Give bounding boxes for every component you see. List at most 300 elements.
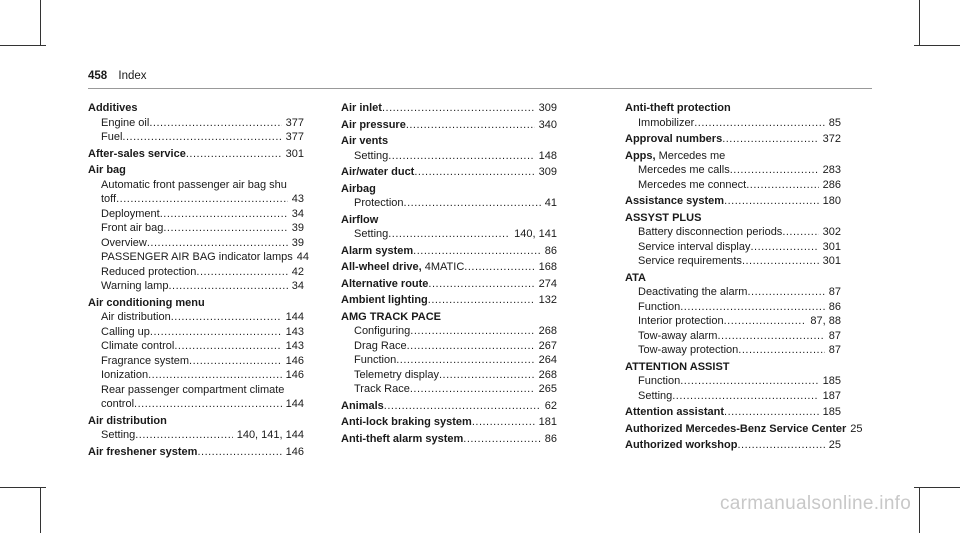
entry-title-text: Alternative route: [341, 277, 429, 290]
entry-title: [625, 438, 737, 453]
entry-title-text: Ambient lighting: [341, 294, 428, 306]
index-column-3: [625, 101, 863, 455]
index-entry: [625, 405, 841, 420]
sub-entry-row: [88, 116, 304, 131]
dot-leader: [717, 329, 824, 344]
entry-title: [88, 296, 304, 311]
dot-leader: [116, 192, 288, 207]
page-ref: 268: [538, 325, 557, 337]
entry-title: [341, 134, 557, 149]
page-ref: 42: [291, 265, 304, 278]
header-rule: [88, 88, 872, 89]
entry-title-text: All-wheel drive,: [341, 261, 422, 273]
dot-leader: [186, 147, 282, 162]
dot-leader: [406, 118, 535, 133]
index-column-1: [88, 101, 310, 461]
dot-leader: [428, 277, 534, 292]
index-entry-row: [341, 165, 557, 180]
page-ref: 87: [828, 329, 841, 342]
dot-leader: [149, 116, 281, 131]
sub-entry-text: Warning lamp: [101, 280, 169, 292]
sub-entry-text: Configuring: [354, 325, 411, 337]
entry-title: [625, 211, 841, 226]
page-ref: 41: [544, 197, 557, 209]
sub-entry-text: Engine oil: [101, 116, 150, 129]
dot-leader: [171, 310, 282, 325]
index-entry: [341, 415, 557, 430]
page-ref: 302: [822, 226, 841, 238]
dot-leader: [388, 227, 510, 242]
dot-leader: [742, 254, 819, 269]
page-ref: 43: [291, 193, 304, 205]
sub-entry-text: Setting: [354, 228, 389, 240]
index-entry: [341, 310, 557, 397]
index-entry: [341, 101, 557, 116]
page-ref: 301: [285, 147, 304, 160]
index-entry: [625, 271, 841, 358]
dot-leader: [694, 116, 825, 131]
page-ref: 87, 88: [810, 315, 841, 327]
index-entry: [625, 360, 841, 404]
entry-title-text: Airflow: [341, 213, 379, 226]
entry-title-text: Authorized workshop: [625, 439, 738, 451]
sub-entry-text: Telemetry display: [354, 368, 439, 381]
entry-title: [88, 163, 304, 178]
page-ref: 268: [538, 368, 557, 381]
sub-entry-text: Mercedes me connect: [638, 178, 747, 191]
sub-entry-row: [625, 178, 841, 193]
entry-title: [625, 422, 846, 437]
page-ref: 34: [291, 280, 304, 292]
entry-title: [341, 310, 557, 325]
page-ref: 144: [285, 311, 304, 323]
dot-leader: [189, 354, 282, 369]
index-entry: [88, 147, 304, 162]
sub-entry-text: Setting: [354, 149, 389, 162]
sub-entry-text: Air distribution: [101, 311, 171, 323]
entry-title: [341, 399, 384, 414]
sub-entry-row: [625, 343, 841, 358]
entry-title-text: Authorized Mercedes-Benz Service Center: [625, 422, 847, 435]
entry-title-suffix: 4MATIC: [421, 261, 465, 273]
page-ref: 340: [538, 118, 557, 131]
index-entry: [341, 260, 557, 275]
entry-title: [625, 132, 722, 147]
sub-entry-row: [341, 149, 557, 164]
page-ref: 309: [538, 166, 557, 178]
sub-entry-row: [88, 354, 304, 369]
sub-entry-row: [88, 310, 304, 325]
sub-entry-row: [88, 428, 304, 443]
entry-title-text: Air freshener system: [88, 445, 198, 458]
crop-mark: [914, 487, 960, 488]
entry-title-text: Anti-theft alarm system: [341, 432, 464, 445]
sub-entry-text: Interior protection: [638, 315, 724, 327]
entry-title-text: AMG TRACK PACE: [341, 310, 442, 323]
sub-entry-row: [625, 116, 841, 131]
index-entry: [625, 149, 841, 193]
sub-entry-row: [88, 250, 310, 265]
sub-entry-row: [625, 163, 841, 178]
index-entry: [625, 194, 841, 209]
dot-leader: [730, 163, 819, 178]
crop-mark: [919, 0, 920, 46]
page-ref: 87: [828, 286, 841, 298]
sub-entry-text: Fuel: [101, 131, 123, 143]
page-ref: 377: [285, 116, 304, 129]
page-ref: 39: [291, 222, 304, 234]
sub-entry-text: Mercedes me calls: [638, 164, 730, 176]
page-ref: 140, 141, 144: [236, 429, 304, 441]
index-entry: [625, 422, 863, 437]
sub-entry-row: [341, 339, 557, 354]
index-entry-row: [341, 118, 557, 133]
sub-entry-row: [88, 397, 304, 412]
page-ref: 25: [850, 422, 863, 435]
sub-entry-row: [341, 382, 557, 397]
entry-title: [88, 147, 186, 162]
entry-title-text: Air bag: [88, 164, 126, 176]
dot-leader: [428, 293, 535, 308]
dot-leader: [463, 432, 540, 447]
sub-entry-text: Tow-away protection: [638, 344, 739, 356]
index-entry: [625, 211, 841, 269]
page-ref: 86: [544, 432, 557, 445]
entry-title-text: Animals: [341, 399, 384, 412]
dot-leader: [174, 339, 281, 354]
sub-entry-text: Front air bag: [101, 222, 164, 234]
index-entry: [341, 134, 557, 163]
index-entry-row: [625, 405, 841, 420]
index-entry-row: [341, 293, 557, 308]
sub-entry-row: [625, 240, 841, 255]
sub-entry-row: [88, 130, 304, 145]
page-ref: 185: [822, 406, 841, 418]
entry-title: [625, 101, 841, 116]
sub-entry-row: [88, 279, 304, 294]
sub-entry-row: [88, 325, 304, 340]
sub-entry-text: Track Race: [354, 383, 410, 395]
dot-leader: [163, 221, 287, 236]
index-entry: [88, 101, 304, 145]
sub-entry-text: Function: [638, 375, 681, 387]
entry-title-suffix: Mercedes me: [655, 149, 726, 162]
sub-entry-row: [88, 236, 304, 251]
page-ref: 185: [822, 375, 841, 387]
page-ref: 146: [285, 354, 304, 367]
dot-leader: [414, 165, 534, 180]
index-entry-row: [341, 277, 557, 292]
page-ref: 265: [538, 383, 557, 395]
index-entry: [341, 277, 557, 292]
dot-leader: [388, 149, 534, 164]
dot-leader: [150, 325, 282, 340]
sub-entry-text: toff: [101, 193, 117, 205]
index-entry-row: [341, 101, 557, 116]
entry-title-text: Approval numbers: [625, 133, 723, 145]
sub-entry-text: Protection: [354, 197, 404, 209]
entry-title: [341, 415, 472, 430]
index-entry-row: [88, 445, 304, 460]
sub-entry-row: [341, 324, 557, 339]
sub-entry-row: [88, 221, 304, 236]
sub-entry-text: PASSENGER AIR BAG indicator lamps: [101, 251, 293, 263]
sub-entry-text: Setting: [638, 389, 673, 402]
sub-entry-text: Setting: [101, 429, 136, 441]
index-entry: [341, 118, 557, 133]
entry-title: [625, 405, 724, 420]
sub-entry-text: Ionization: [101, 369, 149, 381]
dot-leader: [160, 207, 288, 222]
page-ref: 39: [291, 236, 304, 249]
index-entry: [341, 244, 557, 259]
entry-title-text: Air/water duct: [341, 166, 415, 178]
entry-title-text: Air pressure: [341, 118, 406, 131]
entry-title-text: ATA: [625, 271, 646, 284]
index-entry: [625, 101, 841, 130]
entry-title: [341, 293, 428, 308]
dot-leader: [410, 324, 534, 339]
entry-title-text: ASSYST PLUS: [625, 211, 702, 224]
sub-entry-text: Drag Race: [354, 339, 407, 352]
index-entry-row: [625, 194, 841, 209]
sub-entry-row: [88, 207, 304, 222]
dot-leader: [737, 438, 824, 453]
entry-title: [341, 182, 557, 197]
entry-title: [341, 118, 406, 133]
dot-leader: [404, 196, 541, 211]
dot-leader: [724, 405, 819, 420]
sub-entry-row: [88, 265, 304, 280]
index-entry-row: [341, 260, 557, 275]
index-entry-row: [625, 438, 841, 453]
page-ref: 274: [538, 277, 557, 290]
dot-leader: [751, 240, 819, 255]
entry-title: [625, 149, 841, 164]
page-ref: 146: [285, 369, 304, 381]
dot-leader: [747, 285, 824, 300]
entry-title-text: Anti-theft protection: [625, 102, 731, 114]
page-ref: 140, 141: [514, 228, 557, 240]
dot-leader: [782, 225, 818, 240]
page-ref: 143: [285, 340, 304, 352]
sub-entry-text: Service interval display: [638, 240, 751, 253]
entry-title-text: Air distribution: [88, 414, 167, 427]
dot-leader: [439, 368, 535, 383]
index-entry-row: [341, 432, 557, 447]
dot-leader: [724, 314, 807, 329]
sub-entry-text: Function: [354, 354, 397, 366]
sub-entry-row: [341, 196, 557, 211]
page-ref: 146: [285, 445, 304, 458]
page-ref: 180: [822, 195, 841, 207]
entry-title-text: Assistance system: [625, 195, 725, 207]
crop-mark: [919, 487, 920, 533]
index-entry: [88, 296, 304, 412]
page-ref: 377: [285, 131, 304, 143]
page-ref: 286: [822, 178, 841, 191]
sub-entry-row: [341, 353, 557, 368]
sub-entry-row: [625, 389, 841, 404]
crop-mark: [914, 45, 960, 46]
sub-entry-text: Battery disconnection periods: [638, 226, 783, 238]
page-ref: 148: [538, 149, 557, 162]
dot-leader: [724, 194, 819, 209]
dot-leader: [680, 300, 825, 315]
index-entry-row: [341, 415, 557, 430]
entry-title-text: Additives: [88, 102, 138, 114]
entry-title: [341, 277, 428, 292]
dot-leader: [384, 399, 541, 414]
sub-entry-row: [625, 374, 841, 389]
entry-title: [341, 432, 463, 447]
dot-leader: [122, 130, 281, 145]
entry-title-text: Attention assistant: [625, 406, 725, 418]
index-entry: [341, 399, 557, 414]
dot-leader: [196, 265, 287, 280]
dot-leader: [407, 339, 535, 354]
sub-entry-text: Service requirements: [638, 255, 742, 267]
index-entry: [88, 414, 304, 443]
section-title: Index: [118, 70, 147, 82]
index-entry-row: [341, 399, 557, 414]
sub-entry-text: Deployment: [101, 207, 160, 220]
sub-entry-row: [625, 254, 841, 269]
page-ref: 267: [538, 339, 557, 352]
entry-title-text: After-sales service: [88, 147, 186, 160]
dot-leader: [464, 260, 534, 275]
entry-title: [88, 101, 304, 116]
index-entry: [341, 432, 557, 447]
dot-leader: [147, 236, 288, 251]
index-entry: [341, 182, 557, 211]
page-ref: 181: [538, 416, 557, 428]
dot-leader: [413, 244, 541, 259]
dot-leader: [396, 353, 534, 368]
page-ref: 44: [296, 251, 310, 263]
page-ref: 168: [538, 261, 557, 273]
entry-title-text: Air vents: [341, 135, 389, 147]
dot-leader: [382, 101, 535, 116]
page-ref: 372: [822, 133, 841, 145]
index-entry: [341, 165, 557, 180]
index-entry: [88, 445, 304, 460]
index-entry-row: [625, 132, 841, 147]
entry-title: [625, 360, 841, 375]
entry-title-text: Air conditioning menu: [88, 296, 205, 309]
sub-entry-text: Overview: [101, 236, 147, 249]
page-ref: 283: [822, 164, 841, 176]
page-ref: 301: [822, 240, 841, 253]
index-entry: [625, 132, 841, 147]
watermark: carmanualsonline.info: [720, 493, 912, 514]
crop-mark: [40, 0, 41, 46]
entry-title: [341, 165, 414, 180]
dot-leader: [472, 415, 535, 430]
entry-title-text: ATTENTION ASSIST: [625, 360, 730, 373]
sub-entry-row: [341, 368, 557, 383]
index-entry-row: [341, 244, 557, 259]
sub-entry-row: [625, 329, 841, 344]
index-entry: [88, 163, 310, 294]
dot-leader: [738, 343, 824, 358]
dot-leader: [722, 132, 818, 147]
index-column-2: [341, 101, 557, 448]
entry-title: [88, 414, 304, 429]
crop-mark: [0, 487, 46, 488]
sub-entry-text: Deactivating the alarm: [638, 286, 748, 298]
page-ref: 143: [285, 325, 304, 338]
sub-entry-text: Tow-away alarm: [638, 329, 718, 342]
index-entry-row: [88, 147, 304, 162]
dot-leader: [746, 178, 818, 193]
sub-entry-text: Calling up: [101, 325, 150, 338]
page-ref: 34: [291, 207, 304, 220]
page-ref: 132: [538, 294, 557, 306]
page-ref: 301: [822, 255, 841, 267]
dot-leader: [680, 374, 818, 389]
entry-title-text: Apps,: [625, 149, 656, 162]
dot-leader: [410, 382, 535, 397]
entry-title: [625, 194, 724, 209]
page-number: 458: [88, 70, 108, 82]
sub-entry-row: [341, 227, 557, 242]
crop-mark: [40, 487, 41, 533]
sub-entry-row: [625, 285, 841, 300]
entry-title: [341, 213, 557, 228]
sub-entry-row: [88, 192, 304, 207]
dot-leader: [197, 445, 281, 460]
page-ref: 25: [828, 439, 841, 451]
page-ref: 187: [822, 389, 841, 402]
dot-leader: [135, 428, 232, 443]
dot-leader: [168, 279, 287, 294]
crop-mark: [0, 45, 46, 46]
page-header: [88, 70, 147, 82]
dot-leader: [672, 389, 818, 404]
entry-title: [341, 101, 382, 116]
sub-entry-text: Climate control: [101, 340, 175, 352]
page-ref: 86: [544, 244, 557, 257]
page-ref: 87: [828, 344, 841, 356]
sub-entry-text: Function: [638, 300, 681, 313]
index-entry: [341, 213, 557, 242]
entry-title-text: Airbag: [341, 182, 376, 195]
sub-entry-row: [625, 225, 841, 240]
entry-title: [341, 260, 464, 275]
entry-title-text: Anti-lock braking system: [341, 416, 472, 428]
dot-leader: [148, 368, 282, 383]
sub-entry-text: Fragrance system: [101, 354, 190, 367]
entry-title: [341, 244, 413, 259]
sub-entry-row: [88, 368, 304, 383]
sub-entry-row: [88, 339, 304, 354]
page-ref: 144: [285, 398, 304, 410]
index-entry: [341, 293, 557, 308]
sub-entry-text: control: [101, 398, 135, 410]
dot-leader: [134, 397, 282, 412]
sub-entry-row: [625, 314, 841, 329]
entry-title: [625, 271, 841, 286]
page-ref: 85: [828, 116, 841, 129]
entry-title: [88, 445, 197, 460]
page-ref: 86: [828, 300, 841, 313]
entry-title-text: Alarm system: [341, 244, 414, 257]
sub-entry-text: Automatic front passenger air bag shu: [101, 178, 287, 191]
page-ref: 309: [538, 102, 557, 114]
sub-entry-text: Immobilizer: [638, 116, 695, 129]
index-entry: [625, 438, 841, 453]
